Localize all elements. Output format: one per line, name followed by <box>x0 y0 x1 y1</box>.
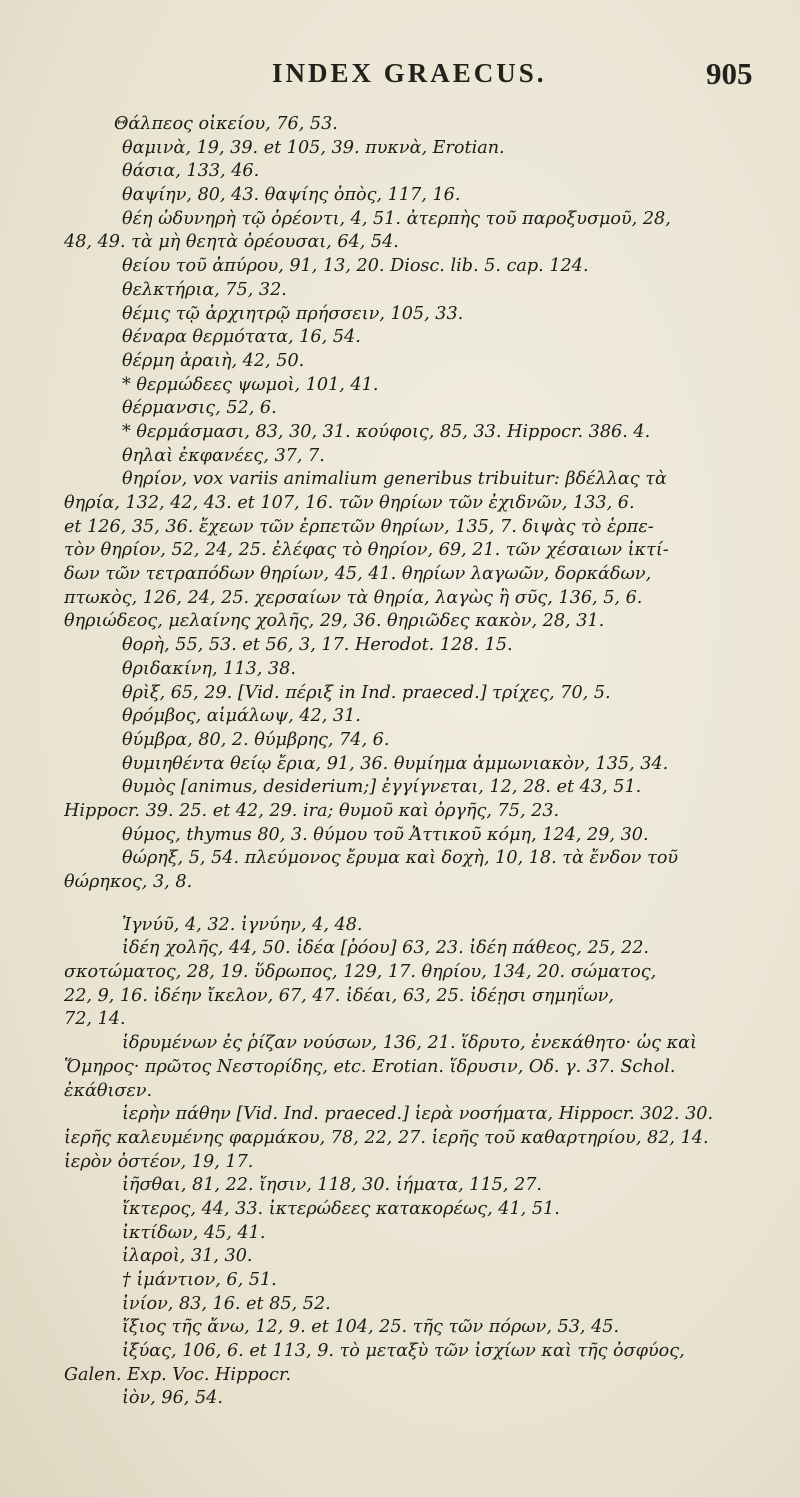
index-line: ἰξύας, 106, 6. et 113, 9. τὸ μεταξὺ τῶν ἰσχίων καὶ τῆς ὀσφύος, <box>122 1341 685 1362</box>
index-line: θορὴ, 55, 53. et 56, 3, 17. Herodot. 128. 15. <box>122 635 513 656</box>
index-line: θυμιηθέντα θείῳ ἔρια, 91, 36. θυμίημα ἀμμωνιακὸν, 135, 34. <box>122 753 669 774</box>
index-line: ἱλαροὶ, 31, 30. <box>122 1246 253 1267</box>
index-line: Ἰγνύῦ, 4, 32. ἰγνύην, 4, 48. <box>122 914 363 935</box>
index-line: Galen. Exp. Voc. Hippocr. <box>64 1364 292 1385</box>
index-line: θύμβρα, 80, 2. θύμβρης, 74, 6. <box>122 729 390 750</box>
index-line: θαψίην, 80, 43. θαψίης ὀπὸς, 117, 16. <box>122 185 461 206</box>
index-title: INDEX GRAECUS. <box>272 58 547 88</box>
index-line: θρὶξ, 65, 29. [Vid. πέριξ in Ind. praeced.] τρίχες, 70, 5. <box>122 682 611 703</box>
index-line: ἴκτερος, 44, 33. ἰκτερώδεες κατακορέως, 41, 51. <box>122 1198 560 1219</box>
index-line: ἐκάθισεν. <box>64 1080 153 1101</box>
index-line: θαμινὰ, 19, 39. et 105, 39. πυκνὰ, Erotian. <box>122 137 505 158</box>
index-line: * θερμάσμασι, 83, 30, 31. κούφοις, 85, 33. Hippocr. 386. 4. <box>122 421 651 442</box>
index-line: δων τῶν τετραπόδων θηρίων, 45, 41. θηρίων λαγωῶν, δορκάδων, <box>64 564 652 585</box>
section-gap <box>64 895 764 914</box>
index-line: ἱερὸν ὀστέον, 19, 17. <box>64 1151 254 1172</box>
index-line: ἰδέη χολῆς, 44, 50. ἰδέα [ῥόου] 63, 23. ἰδέη πάθεος, 25, 22. <box>122 938 650 959</box>
index-line: θηλαὶ ἐκφανέες, 37, 7. <box>122 445 325 466</box>
index-line: θέρμη ἀραιὴ, 42, 50. <box>122 350 305 371</box>
index-line: θριδακίνη, 113, 38. <box>122 658 296 679</box>
index-line: ἰνίον, 83, 16. et 85, 52. <box>122 1293 331 1314</box>
index-line: θείου τοῦ ἀπύρου, 91, 13, 20. Diosc. lib. 5. cap. 124. <box>122 256 589 277</box>
index-line: θέρμανσις, 52, 6. <box>122 398 277 419</box>
page-number: 905 <box>706 56 753 91</box>
index-line: Hippocr. 39. 25. et 42, 29. ira; θυμοῦ καὶ ὀργῆς, 75, 23. <box>64 800 560 821</box>
index-line: ἴξιος τῆς ἄνω, 12, 9. et 104, 25. τῆς τῶν πόρων, 53, 45. <box>122 1317 620 1338</box>
index-entries <box>64 113 764 1411</box>
index-line: πτωκὸς, 126, 24, 25. χερσαίων τὰ θηρία, λαγὼς ἢ σῦς, 136, 5, 6. <box>64 587 643 608</box>
index-line: θώρηξ, 5, 54. πλεύμονος ἔρυμα καὶ δοχὴ, 10, 18. τὰ ἔνδον τοῦ <box>122 848 679 869</box>
index-line: θρόμβος, αἱμάλωψ, 42, 31. <box>122 706 361 727</box>
index-line: Ὅμηρος· πρῶτος Νεστορίδης, etc. Erotian. ἵδρυσιν, Οδ. γ. 37. Schol. <box>64 1056 676 1077</box>
index-line: * θερμώδεες ψωμοὶ, 101, 41. <box>122 374 379 395</box>
index-line: Θάλπεος οἰκείου, 76, 53. <box>114 114 338 134</box>
index-line: θύμος, thymus 80, 3. θύμου τοῦ Ἀττικοῦ κόμη, 124, 29, 30. <box>122 824 649 845</box>
index-line: ἱερὴν πάθην [Vid. Ind. praeced.] ἱερὰ νοσήματα, Hippocr. 302. 30. <box>122 1104 714 1125</box>
index-line: 72, 14. <box>64 1009 126 1030</box>
index-line: θέη ὠδυνηρὴ τῷ ὀρέοντι, 4, 51. ἀτερπὴς τοῦ παροξυσμοῦ, 28, <box>122 208 671 229</box>
index-line: θηριώδεος, μελαίνης χολῆς, 29, 36. θηριῶδες κακὸν, 28, 31. <box>64 611 605 632</box>
index-line: ἱδρυμένων ἐς ῥίζαν νούσων, 136, 21. ἵδρυτο, ἐνεκάθητο· ὡς καὶ <box>122 1033 697 1054</box>
index-line: θηρίον, vox variis animalium generibus tribuitur: βδέλλας τὰ <box>122 469 667 490</box>
index-line: θηρία, 132, 42, 43. et 107, 16. τῶν θηρίων τῶν ἐχιδνῶν, 133, 6. <box>64 493 635 513</box>
index-line: θελκτήρια, 75, 32. <box>122 279 287 300</box>
index-line: θέμις τῷ ἀρχιητρῷ πρήσσειν, 105, 33. <box>122 303 464 324</box>
index-line: τὸν θηρίον, 52, 24, 25. ἐλέφας τὸ θηρίον, 69, 21. τῶν χέσαιων ἰκτί- <box>64 540 669 561</box>
index-line: θώρηκος, 3, 8. <box>64 872 193 892</box>
index-line: ἰκτίδων, 45, 41. <box>122 1222 266 1243</box>
index-line: θάσια, 133, 46. <box>122 161 260 182</box>
index-line: 48, 49. τὰ μὴ θεητὰ ὀρέουσαι, 64, 54. <box>64 232 399 253</box>
index-line: 22, 9, 16. ἰδέην ἴκελον, 67, 47. ἰδέαι, 63, 25. ἰδέῃσι σημηΐων, <box>64 985 615 1006</box>
index-line: ἱερῆς καλευμένης φαρμάκου, 78, 22, 27. ἱερῆς τοῦ καθαρτηρίου, 82, 14. <box>64 1127 709 1148</box>
index-line: et 126, 35, 36. ἔχεων τῶν ἑρπετῶν θηρίων, 135, 7. διψὰς τὸ ἑρπε- <box>64 516 654 537</box>
index-line: θέναρα θερμότατα, 16, 54. <box>122 327 361 348</box>
index-line: σκοτώματος, 28, 19. ὕδρωπος, 129, 17. θηρίου, 134, 20. σώματος, <box>64 962 657 983</box>
index-line: ἰὸν, 96, 54. <box>122 1388 223 1409</box>
index-line: ἰῆσθαι, 81, 22. ἴησιν, 118, 30. ἰήματα, 115, 27. <box>122 1175 543 1196</box>
index-line: θυμὸς [animus, desiderium;] ἐγγίγνεται, 12, 28. et 43, 51. <box>122 777 642 798</box>
index-line: † ἱμάντιον, 6, 51. <box>122 1270 277 1290</box>
running-header <box>0 58 800 98</box>
